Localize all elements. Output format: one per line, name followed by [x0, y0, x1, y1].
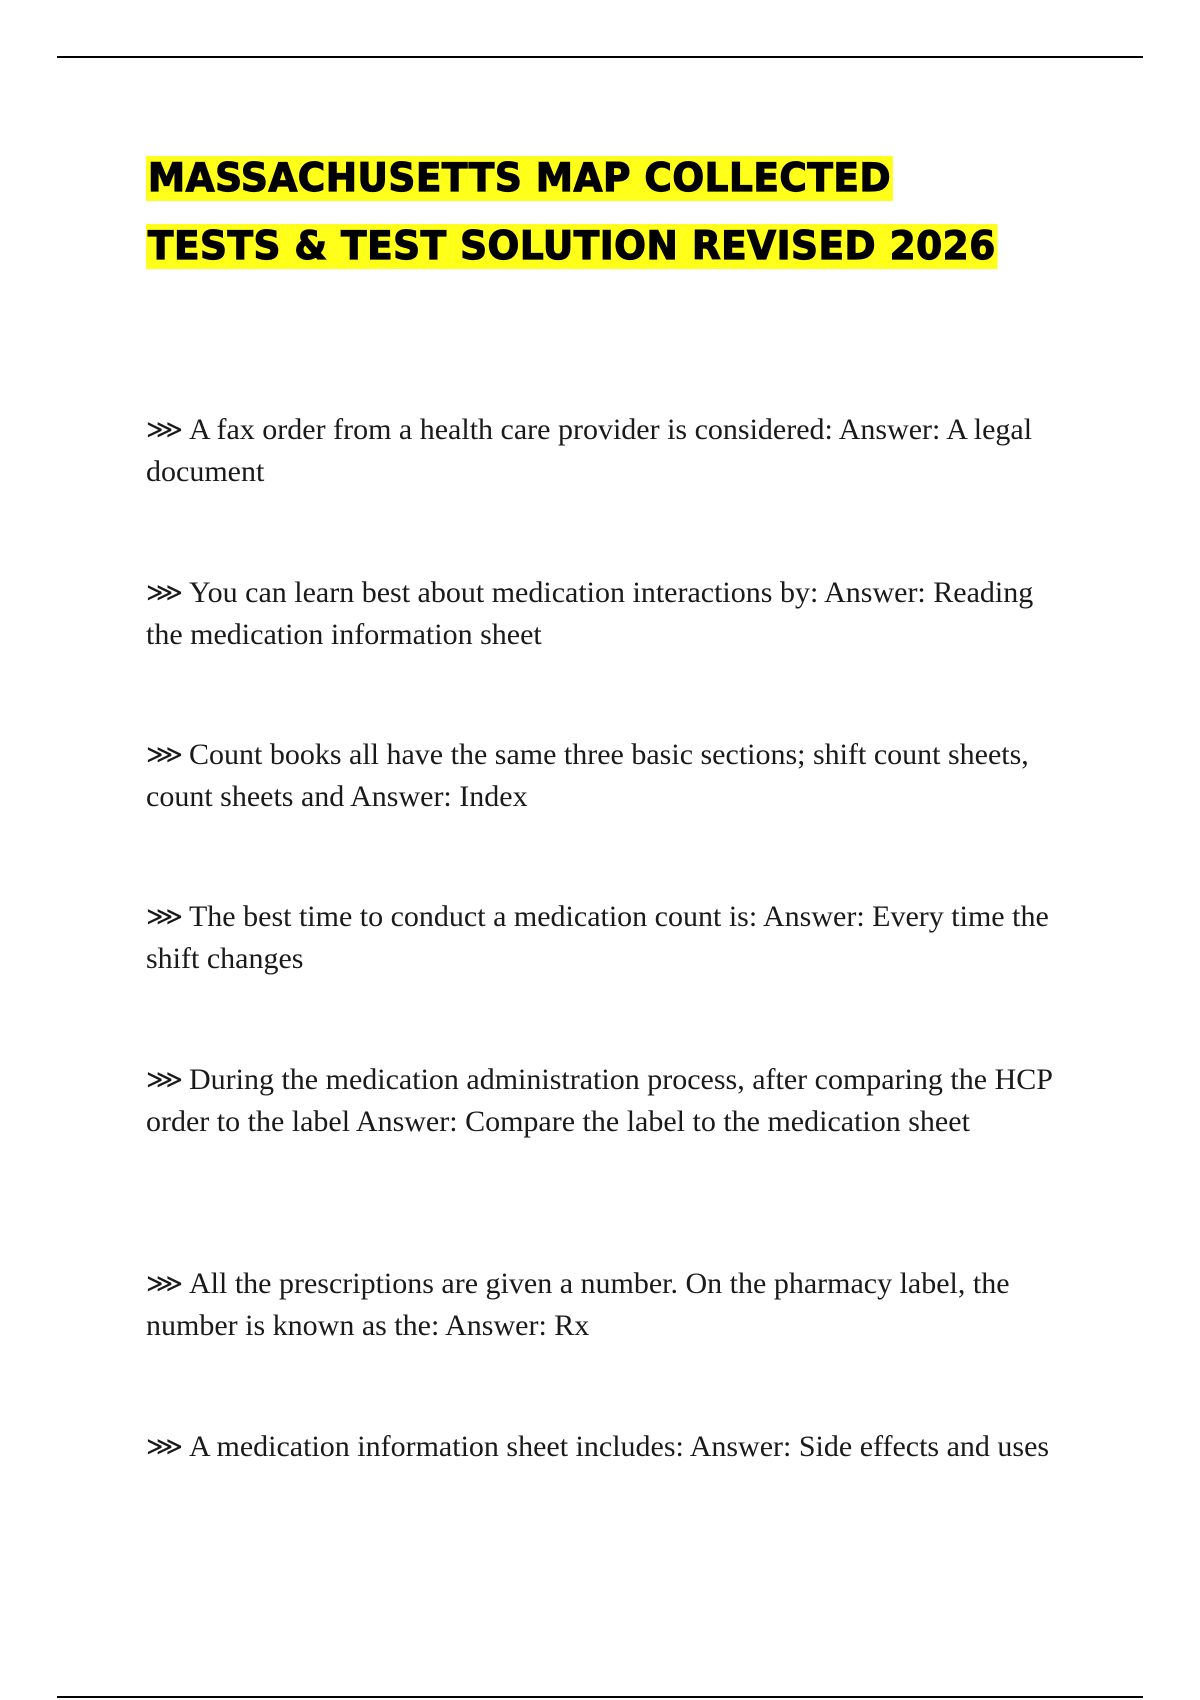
- item-text: You can learn best about medication interactions by: Answer: Reading the medication information sheet: [146, 576, 1034, 651]
- list-item: [146, 1059, 1066, 1263]
- document-title: [146, 145, 1068, 281]
- list-item: [146, 1263, 1066, 1426]
- arrow-bullet-icon: ⋙: [146, 1432, 183, 1462]
- arrow-bullet-icon: ⋙: [146, 415, 183, 445]
- list-item: [146, 572, 1066, 734]
- list-item: [146, 734, 1066, 896]
- arrow-bullet-icon: ⋙: [146, 578, 183, 608]
- bottom-rule: [57, 1696, 1143, 1698]
- arrow-bullet-icon: ⋙: [146, 740, 183, 770]
- item-text: A fax order from a health care provider is considered: Answer: A legal document: [146, 413, 1033, 488]
- top-rule: [57, 56, 1143, 58]
- item-text: A medication information sheet includes: Answer: Side effects and uses: [188, 1430, 1050, 1463]
- list-item: [146, 409, 1066, 572]
- arrow-bullet-icon: ⋙: [146, 1065, 183, 1095]
- list-item: [146, 1426, 1066, 1468]
- title-line-2: TESTS & TEST SOLUTION REVISED 2026: [147, 224, 996, 269]
- arrow-bullet-icon: ⋙: [146, 1269, 183, 1299]
- item-text: During the medication administration process, after comparing the HCP order to the label Answer: Compare the label to the medication sheet: [146, 1063, 1052, 1138]
- item-text: All the prescriptions are given a number. On the pharmacy label, the number is known as the: Answer: Rx: [146, 1267, 1010, 1342]
- question-answer-list: [146, 409, 1066, 1468]
- list-item: [146, 896, 1066, 1059]
- item-text: The best time to conduct a medication count is: Answer: Every time the shift changes: [146, 900, 1049, 975]
- arrow-bullet-icon: ⋙: [146, 902, 183, 932]
- title-line-1: MASSACHUSETTS MAP COLLECTED: [147, 156, 892, 201]
- item-text: Count books all have the same three basic sections; shift count sheets, count sheets and Answer: Index: [146, 738, 1029, 813]
